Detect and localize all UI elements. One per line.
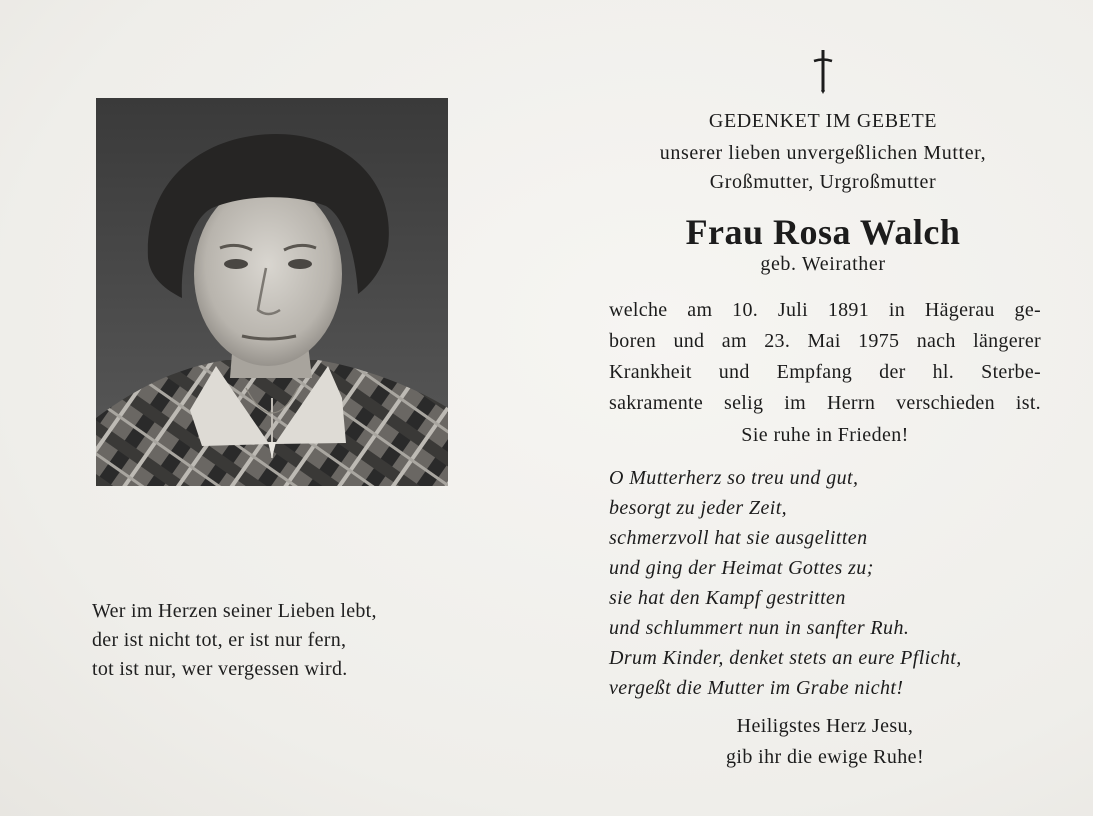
- poem: [609, 463, 1049, 703]
- verse-line: tot ist nur, wer vergessen wird.: [92, 658, 348, 680]
- poem-line: sie hat den Kampf gestritten: [609, 587, 846, 609]
- left-verse: [92, 597, 472, 684]
- paragraph-line: Krankheit und Empfang der hl. Sterbe-: [609, 361, 1041, 383]
- paragraph-line: sakramente selig im Herrn verschieden ist.: [609, 392, 1041, 414]
- rest-in-peace: Sie ruhe in Frieden!: [741, 424, 909, 446]
- maiden-name: geb. Weirather: [760, 253, 886, 275]
- poem-line: und ging der Heimat Gottes zu;: [609, 557, 874, 579]
- poem-line: O Mutterherz so treu und gut,: [609, 467, 859, 489]
- poem-line: schmerzvoll hat sie ausgelitten: [609, 527, 868, 549]
- verse-line: der ist nicht tot, er ist nur fern,: [92, 629, 347, 651]
- portrait-illustration: [96, 98, 448, 486]
- poem-line: und schlummert nun in sanfter Ruh.: [609, 617, 910, 639]
- cross-icon: [808, 46, 838, 94]
- header-subtitle: unserer lieben unvergeßlichen Mutter,: [659, 142, 987, 164]
- closing-line: Heiligstes Herz Jesu,: [736, 715, 914, 737]
- poem-line: vergeßt die Mutter im Grabe nicht!: [609, 677, 904, 699]
- header-relations: Großmutter, Urgroßmutter: [709, 171, 937, 193]
- deceased-name: Frau Rosa Walch: [685, 212, 961, 252]
- poem-line: Drum Kinder, denket stets an eure Pflicht,: [609, 647, 962, 669]
- closing-prayer: [609, 711, 1041, 773]
- header-title: GEDENKET IM GEBETE: [708, 110, 938, 132]
- paragraph-line: boren und am 23. Mai 1975 nach längerer: [609, 330, 1041, 352]
- poem-line: besorgt zu jeder Zeit,: [609, 497, 788, 519]
- paragraph-line: welche am 10. Juli 1891 in Hägerau ge-: [609, 299, 1041, 321]
- biography-paragraph: [609, 295, 1041, 419]
- portrait-photo: [96, 98, 448, 486]
- closing-line: gib ihr die ewige Ruhe!: [725, 746, 925, 768]
- verse-line: Wer im Herzen seiner Lieben lebt,: [92, 600, 377, 622]
